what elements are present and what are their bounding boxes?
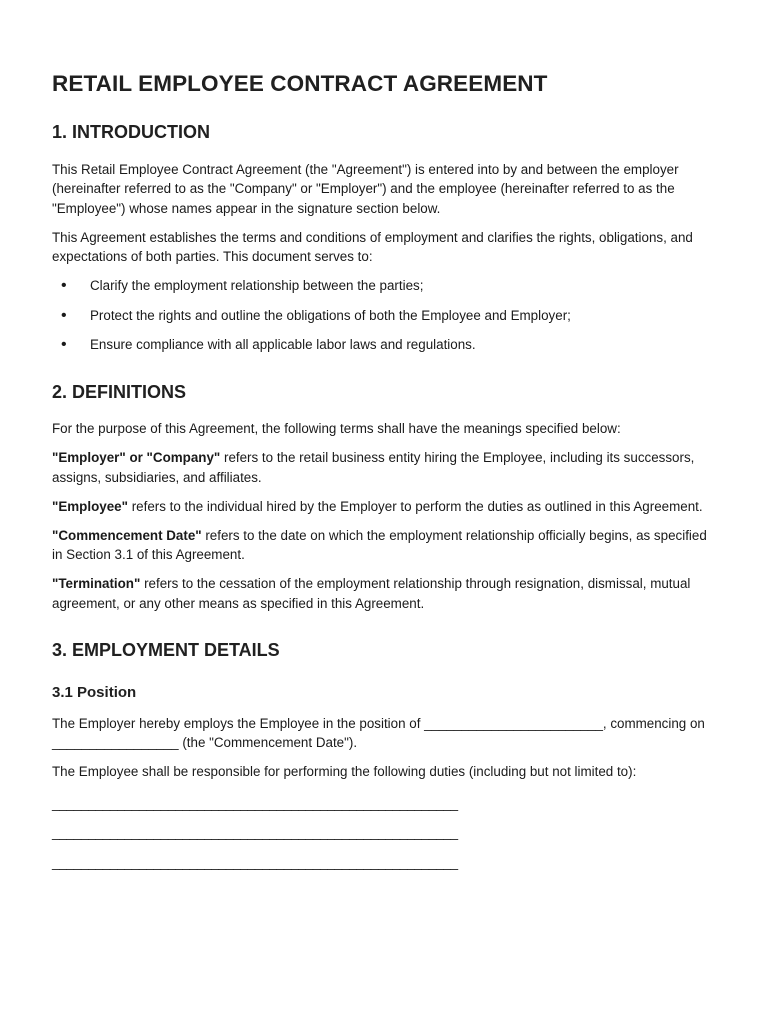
section-employment-details <box>52 640 718 872</box>
section-heading-employment-details: 3. EMPLOYMENT DETAILS <box>52 640 280 661</box>
list-item-text: Protect the rights and outline the obligations of both the Employee and Employer; <box>90 307 571 323</box>
document-title: RETAIL EMPLOYEE CONTRACT AGREEMENT <box>52 71 548 96</box>
position-paragraph-1: The Employer hereby employs the Employee in the position of ________________________, commencing on _________________ (the "Commencement Date"). <box>52 715 705 751</box>
position-paragraph-2: The Employee shall be responsible for performing the following duties (including but not limited to): <box>52 764 637 780</box>
section-definitions <box>52 382 718 614</box>
definition-text: refers to the cessation of the employment relationship through resignation, dismissal, mutual agreement, or any other means as specified in this Agreement. <box>52 576 691 611</box>
intro-paragraph-1: This Retail Employee Contract Agreement (the "Agreement") is entered into by and between the employer (hereinafter referred to as the "Company" or "Employer") and the employee (hereinafter referred to as the "Employee") whose names appear in the signature section below. <box>52 161 679 216</box>
section-introduction <box>52 122 718 355</box>
duties-blank-lines <box>52 794 718 873</box>
section-heading-definitions: 2. DEFINITIONS <box>52 381 187 402</box>
list-item-text: Ensure compliance with all applicable labor laws and regulations. <box>90 337 476 353</box>
blank-line: ________________________________________________________ <box>52 825 458 841</box>
definition-text: refers to the date on which the employment relationship officially begins, as specified in Section 3.1 of this Agreement. <box>52 527 707 563</box>
definition-term: "Termination" <box>52 576 141 592</box>
definition-item <box>52 574 718 613</box>
subsection-position <box>52 684 718 873</box>
definition-text: refers to the individual hired by the Employer to perform the duties as outlined in this Agreement. <box>127 498 703 514</box>
blank-line: ________________________________________________________ <box>52 854 458 870</box>
list-item-text: Clarify the employment relationship between the parties; <box>90 278 424 294</box>
intro-bullet-list <box>52 276 718 355</box>
definition-term: "Commencement Date" <box>52 527 202 543</box>
definition-term: "Employee" <box>52 498 128 514</box>
definitions-lead: For the purpose of this Agreement, the following terms shall have the meanings specified below: <box>52 421 621 437</box>
section-heading-introduction: 1. INTRODUCTION <box>52 122 211 142</box>
list-item <box>52 306 718 326</box>
subsection-heading-position: 3.1 Position <box>52 683 137 701</box>
definition-text: refers to the retail business entity hiring the Employee, including its successors, assigns, subsidiaries, and affiliates. <box>52 450 695 485</box>
bullet-icon: • <box>61 277 67 295</box>
definition-item <box>52 497 718 517</box>
bullet-icon: • <box>61 306 67 324</box>
list-item <box>52 335 718 355</box>
blank-line: ________________________________________________________ <box>52 795 458 811</box>
intro-paragraph-2: This Agreement establishes the terms and conditions of employment and clarifies the rights, obligations, and expectations of both parties. This document serves to: <box>52 229 693 265</box>
definition-term: "Employer" or "Company" <box>52 450 221 466</box>
bullet-icon: • <box>61 336 67 354</box>
list-item <box>52 276 718 296</box>
definition-item <box>52 526 718 565</box>
definition-item <box>52 448 718 487</box>
